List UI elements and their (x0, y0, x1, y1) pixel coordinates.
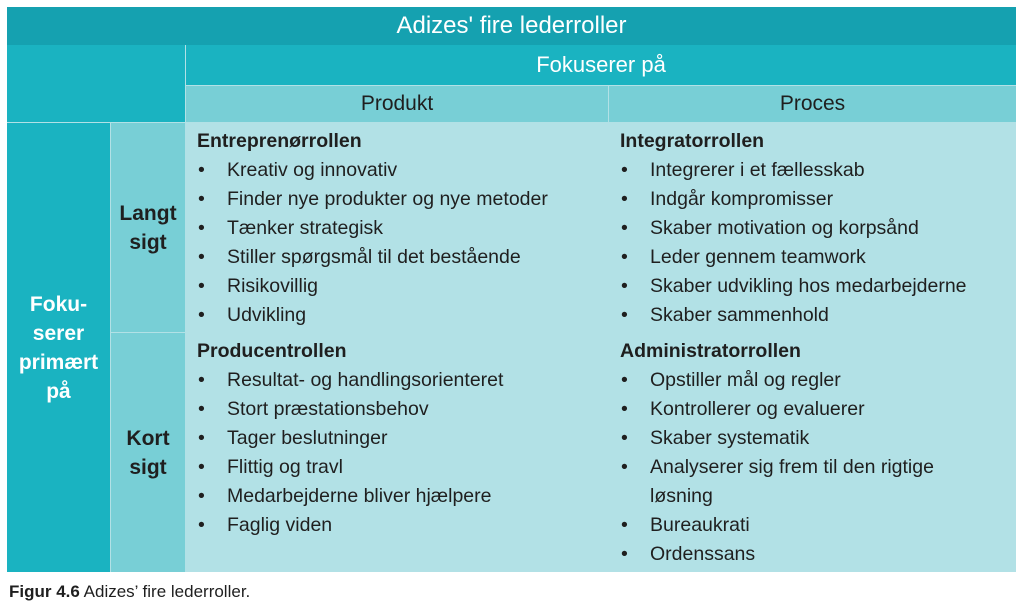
list-item (197, 301, 608, 330)
trait-list (197, 156, 608, 330)
list-item-text: Kreativ og innovativ (227, 159, 398, 181)
list-item-text: Skaber udvikling hos medarbejderne (650, 275, 967, 297)
list-item-text: Skaber sammenhold (650, 304, 829, 326)
bullet-icon: • (198, 456, 205, 478)
list-item (197, 366, 608, 395)
bullet-icon: • (621, 275, 628, 297)
list-item-text: Kontrollerer og evaluerer (650, 398, 865, 420)
bullet-icon: • (198, 304, 205, 326)
list-item (620, 511, 1016, 540)
bullet-icon: • (621, 514, 628, 536)
list-item-text: Resultat- og handlingsorienteret (227, 369, 504, 391)
list-item-text: Tænker strategisk (227, 217, 384, 239)
table-title: Adizes' fire lederroller (7, 7, 1016, 45)
list-item (620, 540, 1016, 569)
list-item-text: Faglig viden (227, 514, 333, 536)
horizon-short-label: Kort sigt (126, 426, 170, 479)
list-item (197, 156, 608, 185)
column-header-process: Proces (609, 86, 1016, 122)
list-item-text: Bureaukrati (650, 514, 750, 536)
horizon-long-term (111, 123, 185, 332)
list-item (197, 453, 608, 482)
bullet-icon: • (621, 543, 628, 565)
list-item (197, 272, 608, 301)
row-label-focus (7, 123, 110, 572)
list-item-text: Stiller spørgsmål til det bestående (227, 246, 521, 268)
list-item-text: Flittig og travl (227, 456, 343, 478)
list-item-text: Integrerer i et fællesskab (650, 159, 865, 181)
list-item-text: Skaber motivation og korpsånd (650, 217, 919, 239)
list-item-text: Ordenssans (650, 543, 756, 565)
list-item-text: Stort præstationsbehov (227, 398, 429, 420)
column-header-product: Produkt (186, 86, 608, 122)
bullet-icon: • (621, 304, 628, 326)
bullet-icon: • (198, 159, 205, 181)
list-item (620, 156, 1016, 185)
list-item-text: Finder nye produkter og nye metoder (227, 188, 548, 210)
bullet-icon: • (621, 159, 628, 181)
role-title: Administratorrollen (620, 340, 801, 362)
list-item-text: Udvikling (227, 304, 307, 326)
list-item-text: Skaber systematik (650, 427, 810, 449)
list-item (620, 395, 1016, 424)
list-item-text: Analyserer sig frem til den rigtige løsning (650, 456, 934, 507)
list-item (620, 366, 1016, 395)
horizon-short-term (111, 333, 185, 572)
bullet-icon: • (621, 217, 628, 239)
cell-entrepreneur (186, 123, 608, 332)
bullet-icon: • (198, 217, 205, 239)
bullet-icon: • (621, 427, 628, 449)
bullet-icon: • (198, 369, 205, 391)
bullet-icon: • (621, 246, 628, 268)
caption-text: Adizes’ fire lederroller. (83, 582, 251, 601)
list-item (197, 243, 608, 272)
bullet-icon: • (198, 188, 205, 210)
bullet-icon: • (198, 246, 205, 268)
trait-list (620, 366, 1016, 569)
bullet-icon: • (198, 275, 205, 297)
list-item (197, 482, 608, 511)
list-item-text: Tager beslutninger (227, 427, 388, 449)
bullet-icon: • (621, 398, 628, 420)
cell-integrator (609, 123, 1016, 332)
trait-list (620, 156, 1016, 330)
list-item-text: Indgår kompromisser (650, 188, 834, 210)
list-item (620, 272, 1016, 301)
bullet-icon: • (198, 398, 205, 420)
role-title: Entreprenørrollen (197, 130, 362, 152)
list-item (620, 301, 1016, 330)
list-item (620, 424, 1016, 453)
trait-list (197, 366, 608, 540)
list-item (197, 511, 608, 540)
caption-label: Figur 4.6 (9, 582, 80, 601)
list-item (620, 214, 1016, 243)
bullet-icon: • (198, 485, 205, 507)
list-item-text: Risikovillig (227, 275, 319, 297)
row-label-text: Foku- serer primært på (18, 292, 99, 403)
bullet-icon: • (621, 369, 628, 391)
figure-table (7, 7, 1016, 572)
role-title: Producentrollen (197, 340, 347, 362)
list-item (620, 185, 1016, 214)
list-item-text: Medarbejderne bliver hjælpere (227, 485, 492, 507)
bullet-icon: • (198, 427, 205, 449)
list-item (197, 424, 608, 453)
cell-administrator (609, 333, 1016, 572)
list-item-text: Opstiller mål og regler (650, 369, 841, 391)
list-item (620, 453, 1016, 511)
horizon-long-label: Langt sigt (119, 201, 177, 254)
role-title: Integratorrollen (620, 130, 765, 152)
figure-caption (9, 582, 250, 602)
list-item (197, 185, 608, 214)
list-item-text: Leder gennem teamwork (650, 246, 866, 268)
corner-cell (7, 45, 185, 122)
list-item (620, 243, 1016, 272)
cell-producer (186, 333, 608, 572)
bullet-icon: • (621, 188, 628, 210)
list-item (197, 214, 608, 243)
focus-header: Fokuserer på (186, 45, 1016, 85)
bullet-icon: • (198, 514, 205, 536)
bullet-icon: • (621, 456, 628, 478)
list-item (197, 395, 608, 424)
